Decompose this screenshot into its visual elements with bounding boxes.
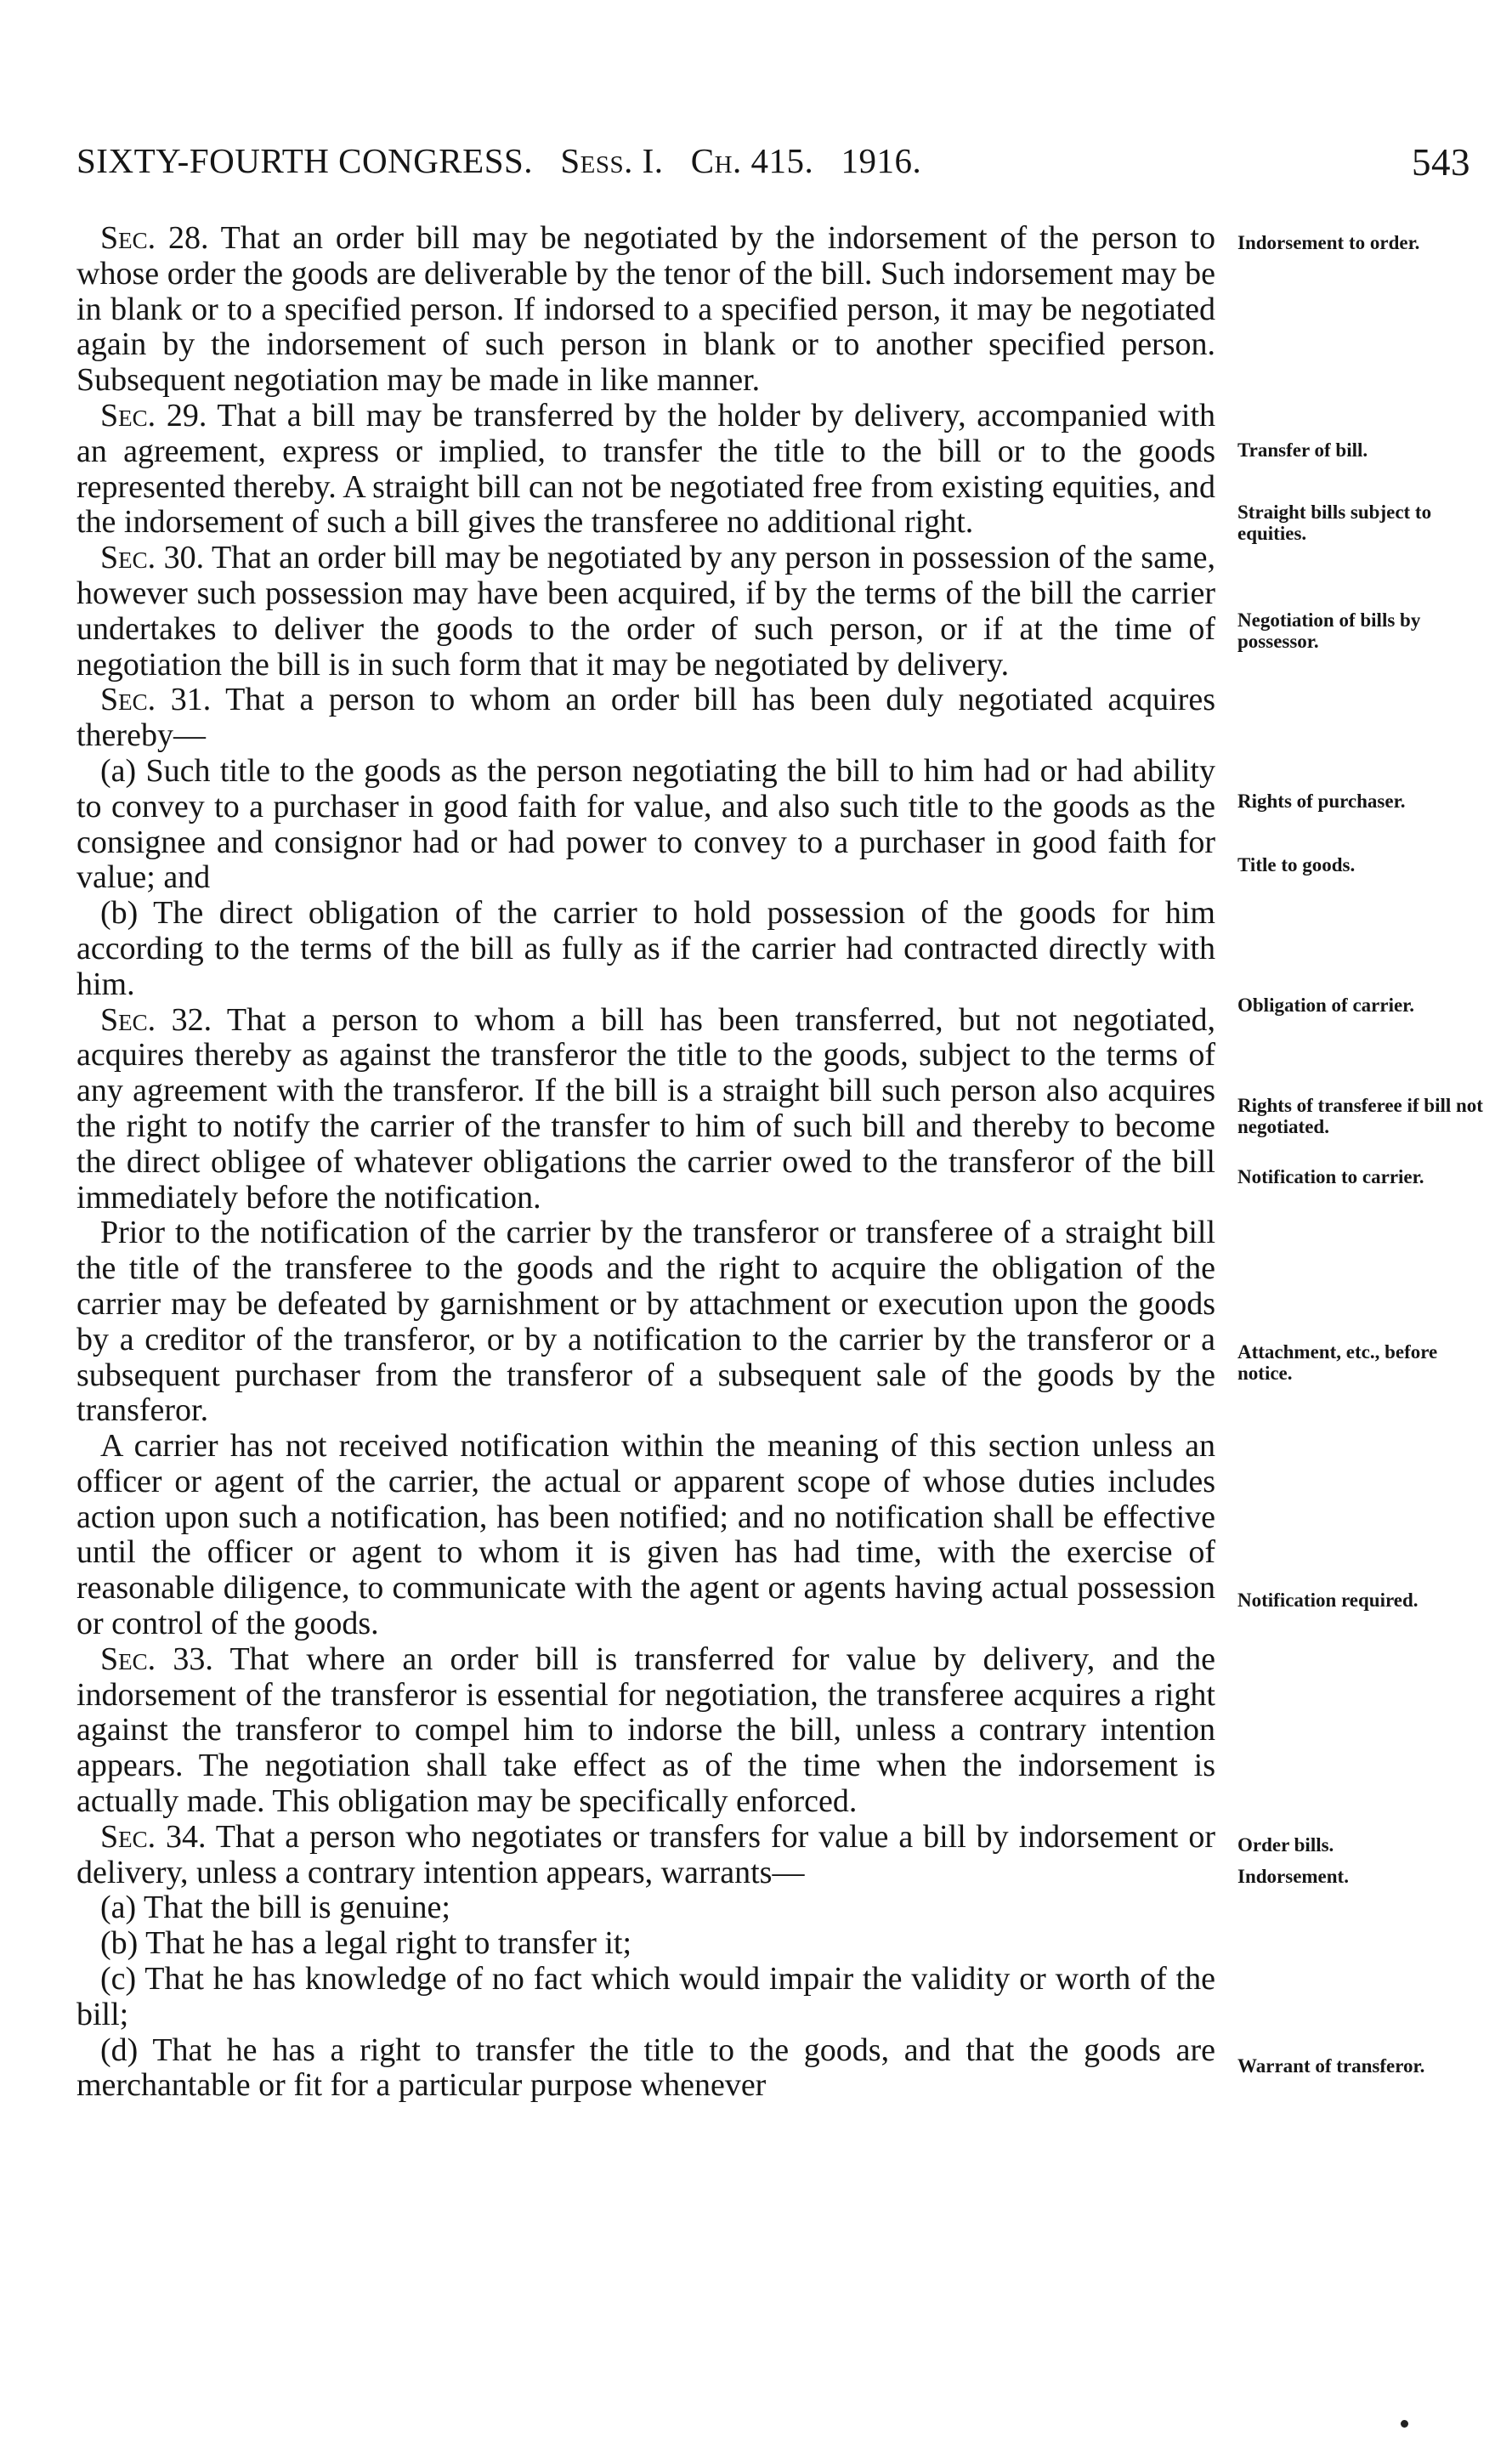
section-31-clause-b [76, 896, 1215, 1002]
section-number: Sec. 32. [100, 1001, 212, 1038]
paragraph-text: Prior to the notification of the carrier by the transferor or transferee of a straight bill the title of the transferee to the goods and the right to acquire the obligation of the carrier may be defeated by garnishment or by attachment or execution upon the goods by a creditor of the transferor, or by a notification to the carrier by the transferor or a subsequent purchaser from the transferor of a subsequent sale of the goods by the transferor. [76, 1215, 1215, 1429]
margin-note-order-bills: Order bills. [1237, 1834, 1334, 1856]
session-label: Sess. I. [560, 141, 664, 180]
section-text: That where an order bill is transferred for value by delivery, and the indorsement of the transferor is essential for negotiation, the transferee acquires a right against the transferor to compel him to indorse the bill, unless a contrary intention appears. The negotiation shall take effect as of the time when the indorsement is actually made. This obligation may be specifically enforced. [76, 1640, 1215, 1820]
section-31 [76, 683, 1215, 754]
section-34 [76, 1820, 1215, 1891]
running-head [76, 140, 921, 181]
congress-title: SIXTY-FOURTH CONGRESS. [76, 141, 534, 180]
section-30 [76, 541, 1215, 683]
section-34-clause-d [76, 2033, 1215, 2105]
clause-text: (a) Such title to the goods as the person negotiating the bill to him had or had ability to convey to a purchaser in good faith for value, and also such title to the goods as the consignee and consignor had or had power to convey to a purchaser in good faith for value; and [76, 752, 1215, 896]
margin-note-rights-of-purchaser: Rights of purchaser. [1237, 790, 1406, 812]
section-32-para-3 [76, 1429, 1215, 1642]
section-text: That a person who negotiates or transfers for value a bill by indorsement or delivery, unless a contrary intention appears, warrants— [76, 1818, 1215, 1890]
section-text: That a bill may be transferred by the holder by delivery, accompanied with an agreement, express or implied, to transfer the title to the bill or to the goods represented thereby. A straight bill can not be negotiated free from existing equities, and the indorsement of such a bill gives the transferee no additional right. [76, 397, 1215, 541]
margin-note-negotiation-by-possessor: Negotiation of bills by possessor. [1237, 609, 1421, 652]
section-34-clause-a [76, 1890, 1215, 1926]
section-28 [76, 221, 1215, 399]
section-text: That a person to whom a bill has been transferred, but not negotiated, acquires thereby as against the transferor the title to the goods, subject to the terms of any agreement with the transferor. If the bill is a straight bill such person also acquires the right to notify the carrier of the transfer to him of such bill and thereby to become the direct obligee of whatever obligations the carrier owed to the transferor of the bill immediately before the notification. [76, 1001, 1215, 1216]
margin-note-notification-to-carrier: Notification to carrier. [1237, 1166, 1424, 1187]
page-number: 543 [1412, 141, 1470, 184]
page-header [76, 140, 1470, 191]
paragraph-text: A carrier has not received notification within the meaning of this section unless an officer or agent of the carrier, the actual or apparent scope of whose duties includes action upon such a notification, has been notified; and no notification shall be effective until the officer or agent to whom it is given has had time, with the exercise of reasonable diligence, to communicate with the agent or agents having actual possession or control of the goods. [76, 1428, 1215, 1642]
section-number: Sec. 28. [100, 220, 209, 256]
margin-note-attachment-before-notice: Attachment, etc., before notice. [1237, 1341, 1438, 1384]
section-text: That a person to whom an order bill has been duly negotiated acquires thereby— [76, 682, 1215, 754]
section-34-clause-b [76, 1926, 1215, 1962]
clause-text: (b) That he has a legal right to transfer it; [100, 1925, 632, 1962]
clause-text: (c) That he has knowledge of no fact which would impair the validity or worth of the bill; [76, 1961, 1215, 2032]
section-34-clause-c [76, 1962, 1215, 2033]
section-text: That an order bill may be negotiated by any person in possession of the same, however such possession may have been acquired, if by the terms of the bill the carrier undertakes to deliver the goods to the order of such person, or if at the time of negotiation the bill is in such form that it may be negotiated by delivery. [76, 540, 1215, 683]
margin-note-indorsement: Indorsement. [1237, 1866, 1349, 1887]
clause-text: (b) The direct obligation of the carrier to hold possession of the goods for him according to the terms of the bill as fully as if the carrier had contracted directly with him. [76, 895, 1215, 1002]
section-32-para-2 [76, 1216, 1215, 1429]
section-32 [76, 1003, 1215, 1216]
margin-note-rights-of-transferee: Rights of transferee if bill not negotiated. [1237, 1095, 1483, 1137]
margin-note-straight-bills: Straight bills subject to equities. [1237, 502, 1432, 544]
margin-note-indorsement-to-order: Indorsement to order. [1237, 232, 1420, 253]
section-33 [76, 1642, 1215, 1820]
clause-text: (a) That the bill is genuine; [100, 1890, 450, 1926]
print-mark [1401, 2420, 1408, 2428]
clause-text: (d) That he has a right to transfer the title to the goods, and that the goods are merchantable or fit for a particular purpose whenever [76, 2032, 1215, 2104]
margin-note-notification-required: Notification required. [1237, 1590, 1419, 1611]
year-label: 1916. [841, 141, 922, 180]
section-number: Sec. 31. [100, 682, 212, 718]
section-29 [76, 399, 1215, 541]
margin-note-title-to-goods: Title to goods. [1237, 854, 1356, 876]
section-number: Sec. 30. [100, 540, 205, 576]
margin-note-warrant-of-transferor: Warrant of transferor. [1237, 2055, 1425, 2077]
section-number: Sec. 34. [100, 1818, 207, 1855]
chapter-label: Ch. 415. [690, 141, 814, 180]
statute-text [76, 221, 1215, 2104]
section-number: Sec. 29. [100, 397, 207, 434]
margin-note-obligation-of-carrier: Obligation of carrier. [1237, 994, 1415, 1016]
section-text: That an order bill may be negotiated by the indorsement of the person to whose order the goods are deliverable by the tenor of the bill. Such indorsement may be in blank or to a specified person. If indorsed to a specified person, it may be negotiated again by the indorsement of such person in blank or to another specified person. Subsequent negotiation may be made in like manner. [76, 220, 1215, 399]
margin-note-transfer-of-bill: Transfer of bill. [1237, 439, 1368, 461]
section-31-clause-a [76, 754, 1215, 896]
section-number: Sec. 33. [100, 1640, 213, 1677]
